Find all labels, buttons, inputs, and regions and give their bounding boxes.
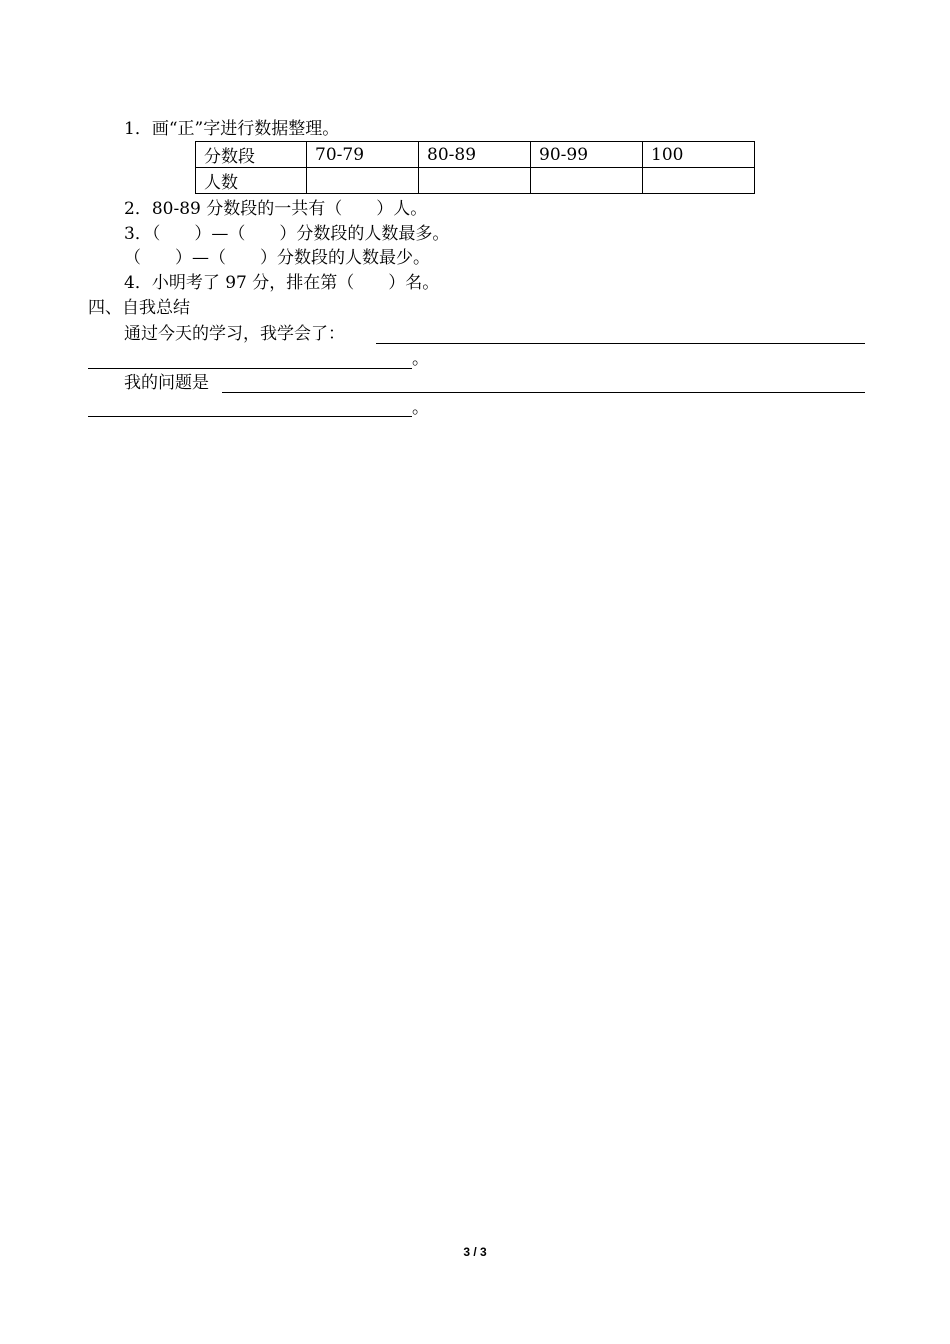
- question-4: 4．小明考了 97 分，排在第（ ）名。: [124, 273, 440, 293]
- table-row: [196, 142, 755, 168]
- summary-learned-end: 。: [412, 349, 429, 369]
- table-blank-cell[interactable]: [307, 168, 419, 194]
- section-heading-self-summary: 四、自我总结: [88, 298, 190, 318]
- table-blank-cell[interactable]: [419, 168, 531, 194]
- table-header-cell: 90-99: [531, 142, 643, 168]
- table-blank-cell[interactable]: [643, 168, 755, 194]
- summary-learned-blank[interactable]: [376, 343, 865, 344]
- table-header-cell: 80-89: [419, 142, 531, 168]
- summary-question-blank-line2[interactable]: [88, 416, 412, 417]
- summary-learned-blank-line2[interactable]: [88, 368, 412, 369]
- summary-question-prefix: 我的问题是: [124, 373, 209, 393]
- page-number: 3 / 3: [463, 1245, 487, 1259]
- question-3-least: （ ）—（ ）分数段的人数最少。: [124, 248, 430, 268]
- question-3-most: 3．（ ）—（ ）分数段的人数最多。: [124, 224, 450, 244]
- summary-question-blank[interactable]: [222, 392, 865, 393]
- table-header-cell: 70-79: [307, 142, 419, 168]
- question-1: 1．画“正”字进行数据整理。: [124, 119, 340, 139]
- summary-question-end: 。: [412, 398, 429, 418]
- table-header-cell: 分数段: [196, 142, 307, 168]
- question-2: 2．80-89 分数段的一共有（ ）人。: [124, 199, 428, 219]
- summary-learned-prefix: 通过今天的学习，我学会了：: [124, 324, 345, 344]
- table-blank-cell[interactable]: [531, 168, 643, 194]
- score-tally-table: [195, 141, 755, 194]
- table-header-cell: 100: [643, 142, 755, 168]
- table-row: [196, 168, 755, 194]
- table-row-label: 人数: [196, 168, 307, 194]
